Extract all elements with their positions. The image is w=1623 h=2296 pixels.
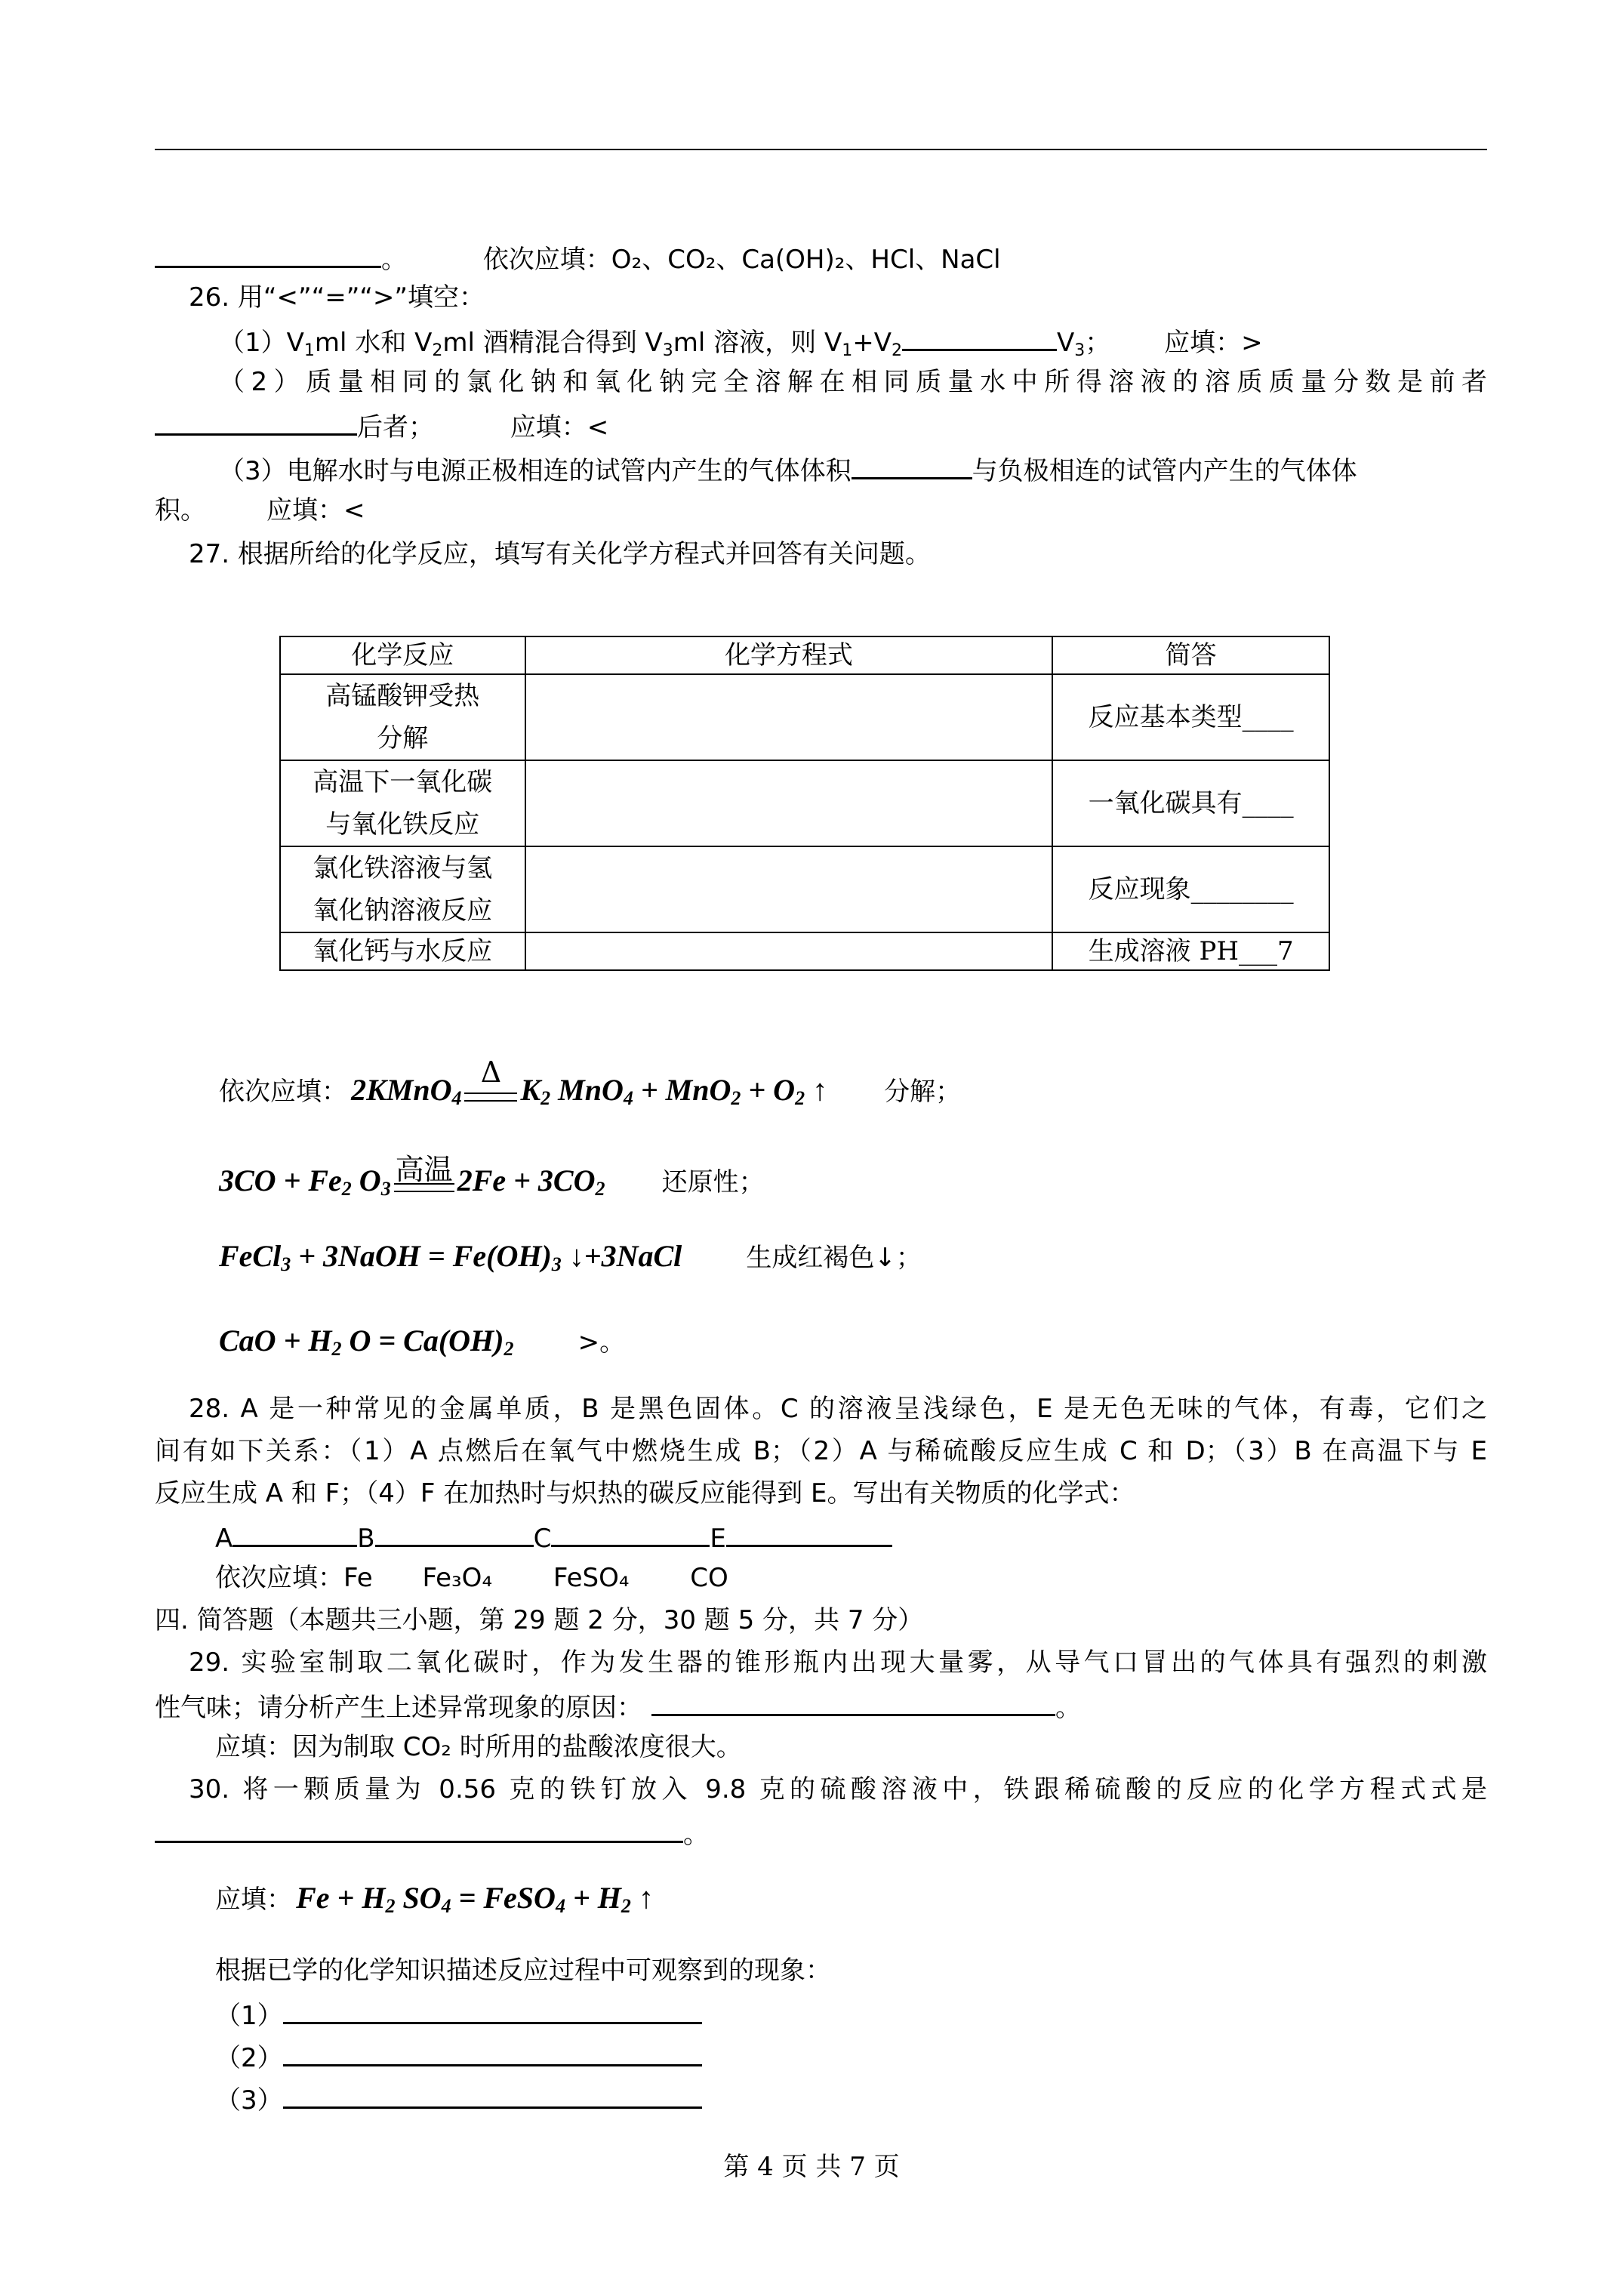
q25-blank[interactable] — [155, 242, 381, 268]
q30-equation: 应填： $Fe + H_2$ $SO_4$ = FeSO$_4$ + $H_2$ ↑ — [215, 1881, 654, 1917]
q26-answer1: 应填：> — [1164, 328, 1263, 358]
observe-blank[interactable] — [283, 1998, 702, 2024]
q26-blank2[interactable] — [155, 409, 357, 436]
section-4-title: 四. 简答题（本题共三小题，第 29 题 2 分，30 题 5 分，共 7 分） — [155, 1605, 924, 1635]
observe-item-1: （1） — [215, 1998, 702, 2031]
q29-blank[interactable] — [651, 1690, 1055, 1716]
q26-stem: 26. 用“<”“=”“>”填空： — [189, 282, 485, 313]
table-cell-answer[interactable]: 反应基本类型____ — [1052, 674, 1329, 760]
q28-line3: 反应生成 A 和 F；（4）F 在加热时与炽热的碳反应能得到 E。写出有关物质的化学式： — [155, 1478, 1135, 1509]
eq4-note: >。 — [577, 1327, 626, 1358]
blank-b[interactable] — [375, 1521, 534, 1547]
equation-4: CaO + $H_2$ $O = Ca(OH)_2$ >。 — [219, 1324, 626, 1360]
reaction-table — [279, 636, 1330, 971]
q26-part3-line1: （3）电解水时与电源正极相连的试管内产生的气体体积 与负极相连的试管内产生的气体体 — [219, 453, 1357, 486]
q26-part3-line2: 积。 应填：< — [155, 495, 365, 525]
equation-3: FeCl$_3$ + 3NaOH = $Fe(OH)_3$ ↓+3NaCl 生成红褐色↓； — [219, 1239, 922, 1275]
q27-stem: 27. 根据所给的化学反应，填写有关化学方程式并回答有关问题。 — [189, 539, 931, 569]
q28-line2: 间有如下关系：（1）A 点燃后在氧气中燃烧生成 B；（2）A 与稀硫酸反应生成 C 和 D；（3）B 在高温下与 E — [155, 1436, 1487, 1466]
observe-item-3: （3） — [215, 2082, 702, 2116]
q25-end: 。 — [381, 245, 407, 275]
page-footer: 第 4 页 共 7 页 — [723, 2152, 900, 2182]
heat-condition: Δ — [480, 1056, 502, 1089]
table-cell-reaction: 高温下一氧化碳 与氧化铁反应 — [280, 760, 525, 846]
q26-blank3[interactable] — [852, 453, 972, 479]
table-cell-answer[interactable]: 一氧化碳具有____ — [1052, 760, 1329, 846]
table-cell-answer[interactable]: 生成溶液 PH___7 — [1052, 932, 1329, 970]
table-row — [280, 674, 1329, 760]
eq3-note: 生成红褐色↓； — [746, 1243, 922, 1273]
table-cell-equation[interactable] — [525, 760, 1053, 846]
q26-answer3: 应填：< — [266, 495, 365, 525]
observe-blank[interactable] — [283, 2040, 702, 2066]
table-row — [280, 932, 1329, 970]
q26-part1: $(1)V_1ml$ 水和 $V_2ml$ 酒精混合得到 $V_3ml$ 溶液，则 $V_1+V_2$ $V_3$； 应填：> — [219, 325, 1263, 358]
equation-2: $3CO + Fe_2$ $O_3$ 高温 $2Fe + 3CO_2$ 还原性； — [219, 1163, 765, 1198]
answer-label: 依次应填： — [219, 1077, 347, 1107]
header-rule — [155, 149, 1487, 150]
q29-line2: 性气味；请分析产生上述异常现象的原因： 。 — [155, 1690, 1081, 1723]
table-cell-reaction: 氯化铁溶液与氢 氧化钠溶液反应 — [280, 846, 525, 932]
table-cell-equation[interactable] — [525, 932, 1053, 970]
high-temp-condition: 高温 — [395, 1153, 453, 1186]
table-row — [280, 760, 1329, 846]
equation-1: 依次应填： 2KMnO$_4$ Δ $K_2$ $MnO_4 + MnO_2 + O_2$ ↑ 分解； — [219, 1056, 962, 1109]
q29-answer: 应填：因为制取 CO₂ 时所用的盐酸浓度很大。 — [215, 1732, 742, 1762]
q25-answer: 依次应填：O₂、CO₂、Ca(OH)₂、HCl、NaCl — [482, 245, 1001, 275]
q30-line2: 。 — [155, 1817, 709, 1850]
table-header: 简答 — [1052, 636, 1329, 674]
table-header: 化学方程式 — [525, 636, 1053, 674]
table-header-row — [280, 636, 1329, 674]
table-cell-answer[interactable]: 反应现象________ — [1052, 846, 1329, 932]
eq2-note: 还原性； — [661, 1167, 765, 1197]
blank-e[interactable] — [726, 1521, 892, 1547]
observe-item-2: （2） — [215, 2040, 702, 2073]
eq1-note: 分解； — [884, 1077, 962, 1107]
table-header: 化学反应 — [280, 636, 525, 674]
blank-c[interactable] — [551, 1521, 710, 1547]
blank-a[interactable] — [233, 1521, 357, 1547]
q26-answer2: 应填：< — [510, 412, 609, 442]
q25-line — [155, 242, 1001, 275]
q29-line1: 29. 实验室制取二氧化碳时，作为发生器的锥形瓶内出现大量雾，从导气口冒出的气体具有强烈的刺激 — [189, 1647, 1487, 1678]
q26-part2-line2: 后者； 应填：< — [155, 409, 608, 442]
q28-blanks: A B C E — [215, 1521, 892, 1554]
observe-blank[interactable] — [283, 2082, 702, 2109]
answer-label: 应填： — [215, 1885, 292, 1915]
q30-line1: 30. 将一颗质量为 0.56 克的铁钉放入 9.8 克的硫酸溶液中，铁跟稀硫酸的反应的化学方程式式是 — [189, 1774, 1487, 1804]
q30-observe: 根据已学的化学知识描述反应过程中可观察到的现象： — [215, 1955, 831, 1986]
table-cell-equation[interactable] — [525, 674, 1053, 760]
table-row — [280, 846, 1329, 932]
q26-blank1[interactable] — [902, 325, 1057, 351]
q26-part2-line1: （2）质量相同的氯化钠和氧化钠完全溶解在相同质量水中所得溶液的溶质质量分数是前者 — [219, 367, 1487, 397]
table-cell-reaction: 高锰酸钾受热 分解 — [280, 674, 525, 760]
table-cell-equation[interactable] — [525, 846, 1053, 932]
q30-blank[interactable] — [155, 1817, 683, 1843]
q28-answer: 依次应填：Fe Fe₃O₄ FeSO₄ CO — [215, 1563, 728, 1593]
table-cell-reaction: 氧化钙与水反应 — [280, 932, 525, 970]
q28-line1: 28. A 是一种常见的金属单质，B 是黑色固体。C 的溶液呈浅绿色，E 是无色无味的气体，有毒，它们之 — [189, 1394, 1487, 1424]
